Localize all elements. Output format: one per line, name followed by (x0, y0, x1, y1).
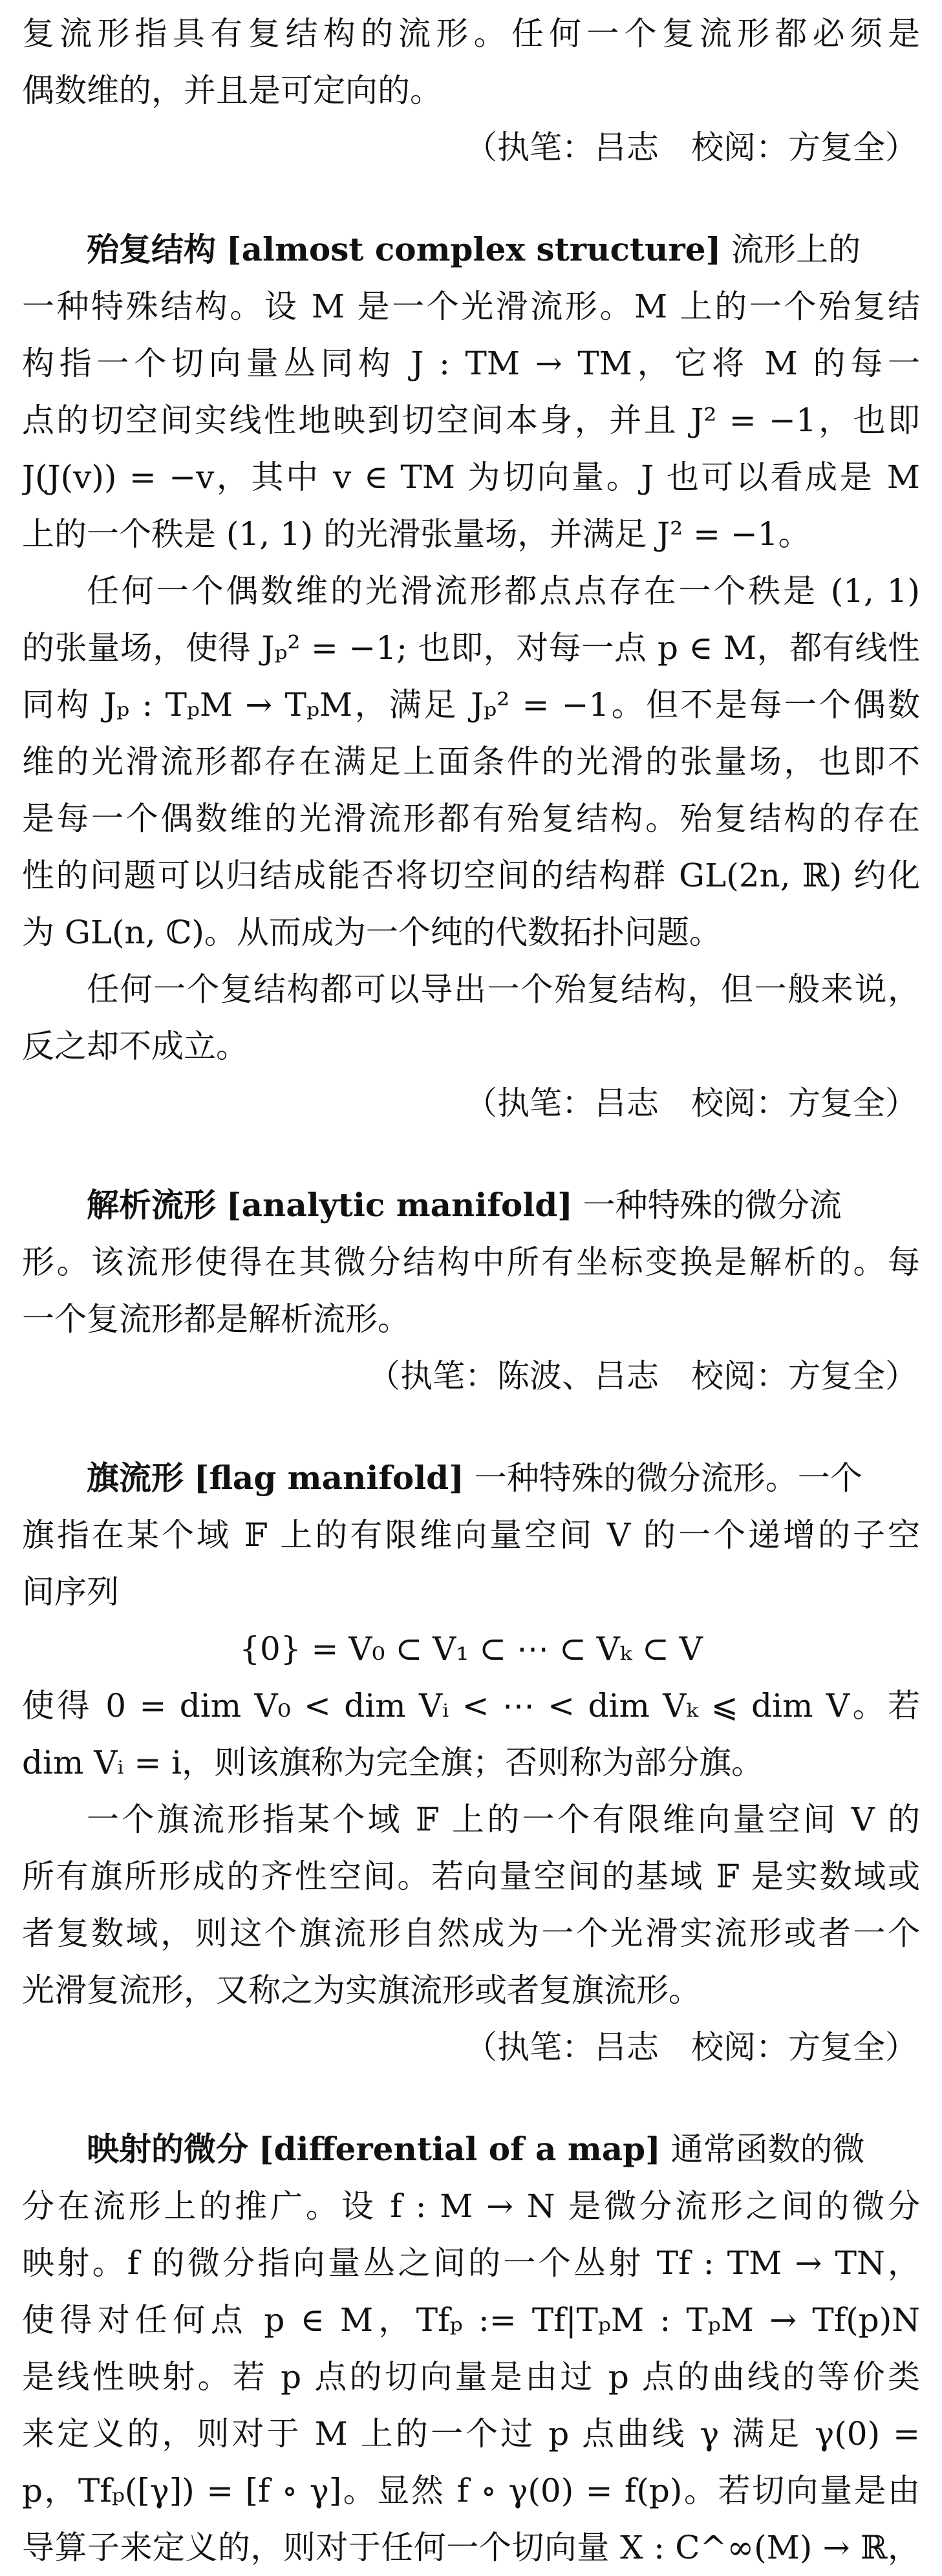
entry-analytic-manifold (22, 1177, 920, 1404)
text-line: 任何一个复结构都可以导出一个殆复结构，但一般来说， (87, 971, 920, 1008)
text-line: 是线性映射。若 p 点的切向量是由过 p 点的曲线的等价类 (22, 2358, 920, 2396)
entry-english-term: [flag manifold] (193, 1459, 464, 1497)
entry-almost-complex-structure (22, 221, 920, 1132)
text-line: 复流形指具有复结构的流形。任何一个复流形都必须是 (22, 15, 920, 52)
author-signature: （执笔：吕志 校阅：方复全） (465, 2028, 917, 2066)
text-line: 使得对任何点 p ∈ M，Tfₚ := Tf|TₚM : TₚM → Tf(p)N (22, 2301, 920, 2339)
text-line: 任何一个偶数维的光滑流形都点点存在一个秩是 (1, 1) (87, 572, 920, 610)
text-line: 旗指在某个域 𝔽 上的有限维向量空间 V 的一个递增的子空 (22, 1516, 920, 1554)
text-line: J(J(v)) = −v，其中 v ∈ TM 为切向量。J 也可以看成是 M (22, 458, 920, 496)
entry-heading-line (22, 1450, 920, 1507)
text-line: dim Vᵢ = i，则该旗称为完全旗；否则称为部分旗。 (22, 1744, 764, 1781)
text-line: 点的切空间实线性地映到切空间本身，并且 J² = −1，也即 (22, 402, 920, 439)
entry-term: 旗流形 (87, 1459, 184, 1497)
text-line: 者复数域，则这个旗流形自然成为一个光滑实流形或者一个 (22, 1915, 920, 1952)
text-line: 上的一个秩是 (1, 1) 的光滑张量场，并满足 J² = −1。 (22, 515, 811, 553)
text-line: 为 GL(n, ℂ)。从而成为一个纯的代数拓扑问题。 (22, 914, 722, 951)
text-line: 维的光滑流形都存在满足上面条件的光滑的张量场，也即不 (22, 743, 920, 780)
entry-differential-of-a-map (22, 2121, 920, 2576)
text-fragment: 一种特殊的微分流 (583, 1186, 842, 1224)
text-line: 一个旗流形指某个域 𝔽 上的一个有限维向量空间 V 的 (87, 1801, 920, 1838)
text-line: 一种特殊结构。设 M 是一个光滑流形。M 上的一个殆复结 (22, 288, 920, 325)
text-fragment: 一种特殊的微分流形。一个 (474, 1459, 862, 1497)
text-line: 同构 Jₚ : TₚM → TₚM，满足 Jₚ² = −1。但不是每一个偶数 (22, 686, 920, 724)
text-line: 构指一个切向量丛同构 J : TM → TM，它将 M 的每一 (22, 345, 920, 382)
entry-english-term: [almost complex structure] (226, 230, 722, 268)
entry-heading-line (22, 1177, 920, 1234)
text-line: 一个复流形都是解析流形。 (22, 1300, 410, 1338)
text-line: 分在流形上的推广。设 f : M → N 是微分流形之间的微分 (22, 2187, 920, 2225)
entry-english-term: [differential of a map] (258, 2130, 661, 2168)
text-line: 光滑复流形，又称之为实旗流形或者复旗流形。 (22, 1971, 701, 2009)
text-line: 来定义的，则对于 M 上的一个过 p 点曲线 γ 满足 γ(0) = (22, 2415, 920, 2453)
text-line: 映射。f 的微分指向量丛之间的一个丛射 Tf : TM → TN， (22, 2244, 920, 2282)
text-line: 性的问题可以归结成能否将切空间的结构群 GL(2n, ℝ) 约化 (22, 857, 920, 894)
text-line: p，Tfₚ([γ]) = [f ∘ γ]。显然 f ∘ γ(0) = f(p)。若切向量是由 (22, 2472, 920, 2509)
entry-heading-line (22, 221, 920, 278)
text-line: 间序列 (22, 1573, 119, 1611)
text-line: 反之却不成立。 (22, 1027, 248, 1065)
text-line: 的张量场，使得 Jₚ² = −1; 也即，对每一点 p ∈ M，都有线性 (22, 629, 920, 667)
entry-heading-line (22, 2121, 920, 2178)
text-fragment: 通常函数的微 (670, 2131, 865, 2168)
author-signature: （执笔：吕志 校阅：方复全） (465, 129, 917, 166)
text-line: 是每一个偶数维的光滑流形都有殆复结构。殆复结构的存在 (22, 800, 920, 837)
entry-english-term: [analytic manifold] (226, 1186, 573, 1224)
entry-term: 映射的微分 (87, 2130, 248, 2168)
entry-term: 殆复结构 (87, 230, 216, 268)
text-line: 形。该流形使得在其微分结构中所有坐标变换是解析的。每 (22, 1243, 920, 1281)
entry-term: 解析流形 (87, 1186, 216, 1224)
text-fragment: 流形上的 (731, 231, 861, 268)
author-signature: （执笔：陈波、吕志 校阅：方复全） (368, 1357, 917, 1395)
display-formula: {0} = V₀ ⊂ V₁ ⊂ ⋯ ⊂ Vₖ ⊂ V (239, 1630, 703, 1668)
text-line: 偶数维的，并且是可定向的。 (22, 72, 442, 109)
text-line: 导算子来定义的，则对于任何一个切向量 X : C^∞(M) → ℝ， (22, 2529, 920, 2566)
text-line: 所有旗所形成的齐性空间。若向量空间的基域 𝔽 是实数域或 (22, 1858, 920, 1895)
text-line: 使得 0 = dim V₀ < dim Vᵢ < ⋯ < dim Vₖ ⩽ dim V。若 (22, 1687, 920, 1724)
entry-flag-manifold (22, 1450, 920, 2076)
author-signature: （执笔：吕志 校阅：方复全） (465, 1084, 917, 1122)
entry-complex-manifold-tail (22, 5, 920, 176)
